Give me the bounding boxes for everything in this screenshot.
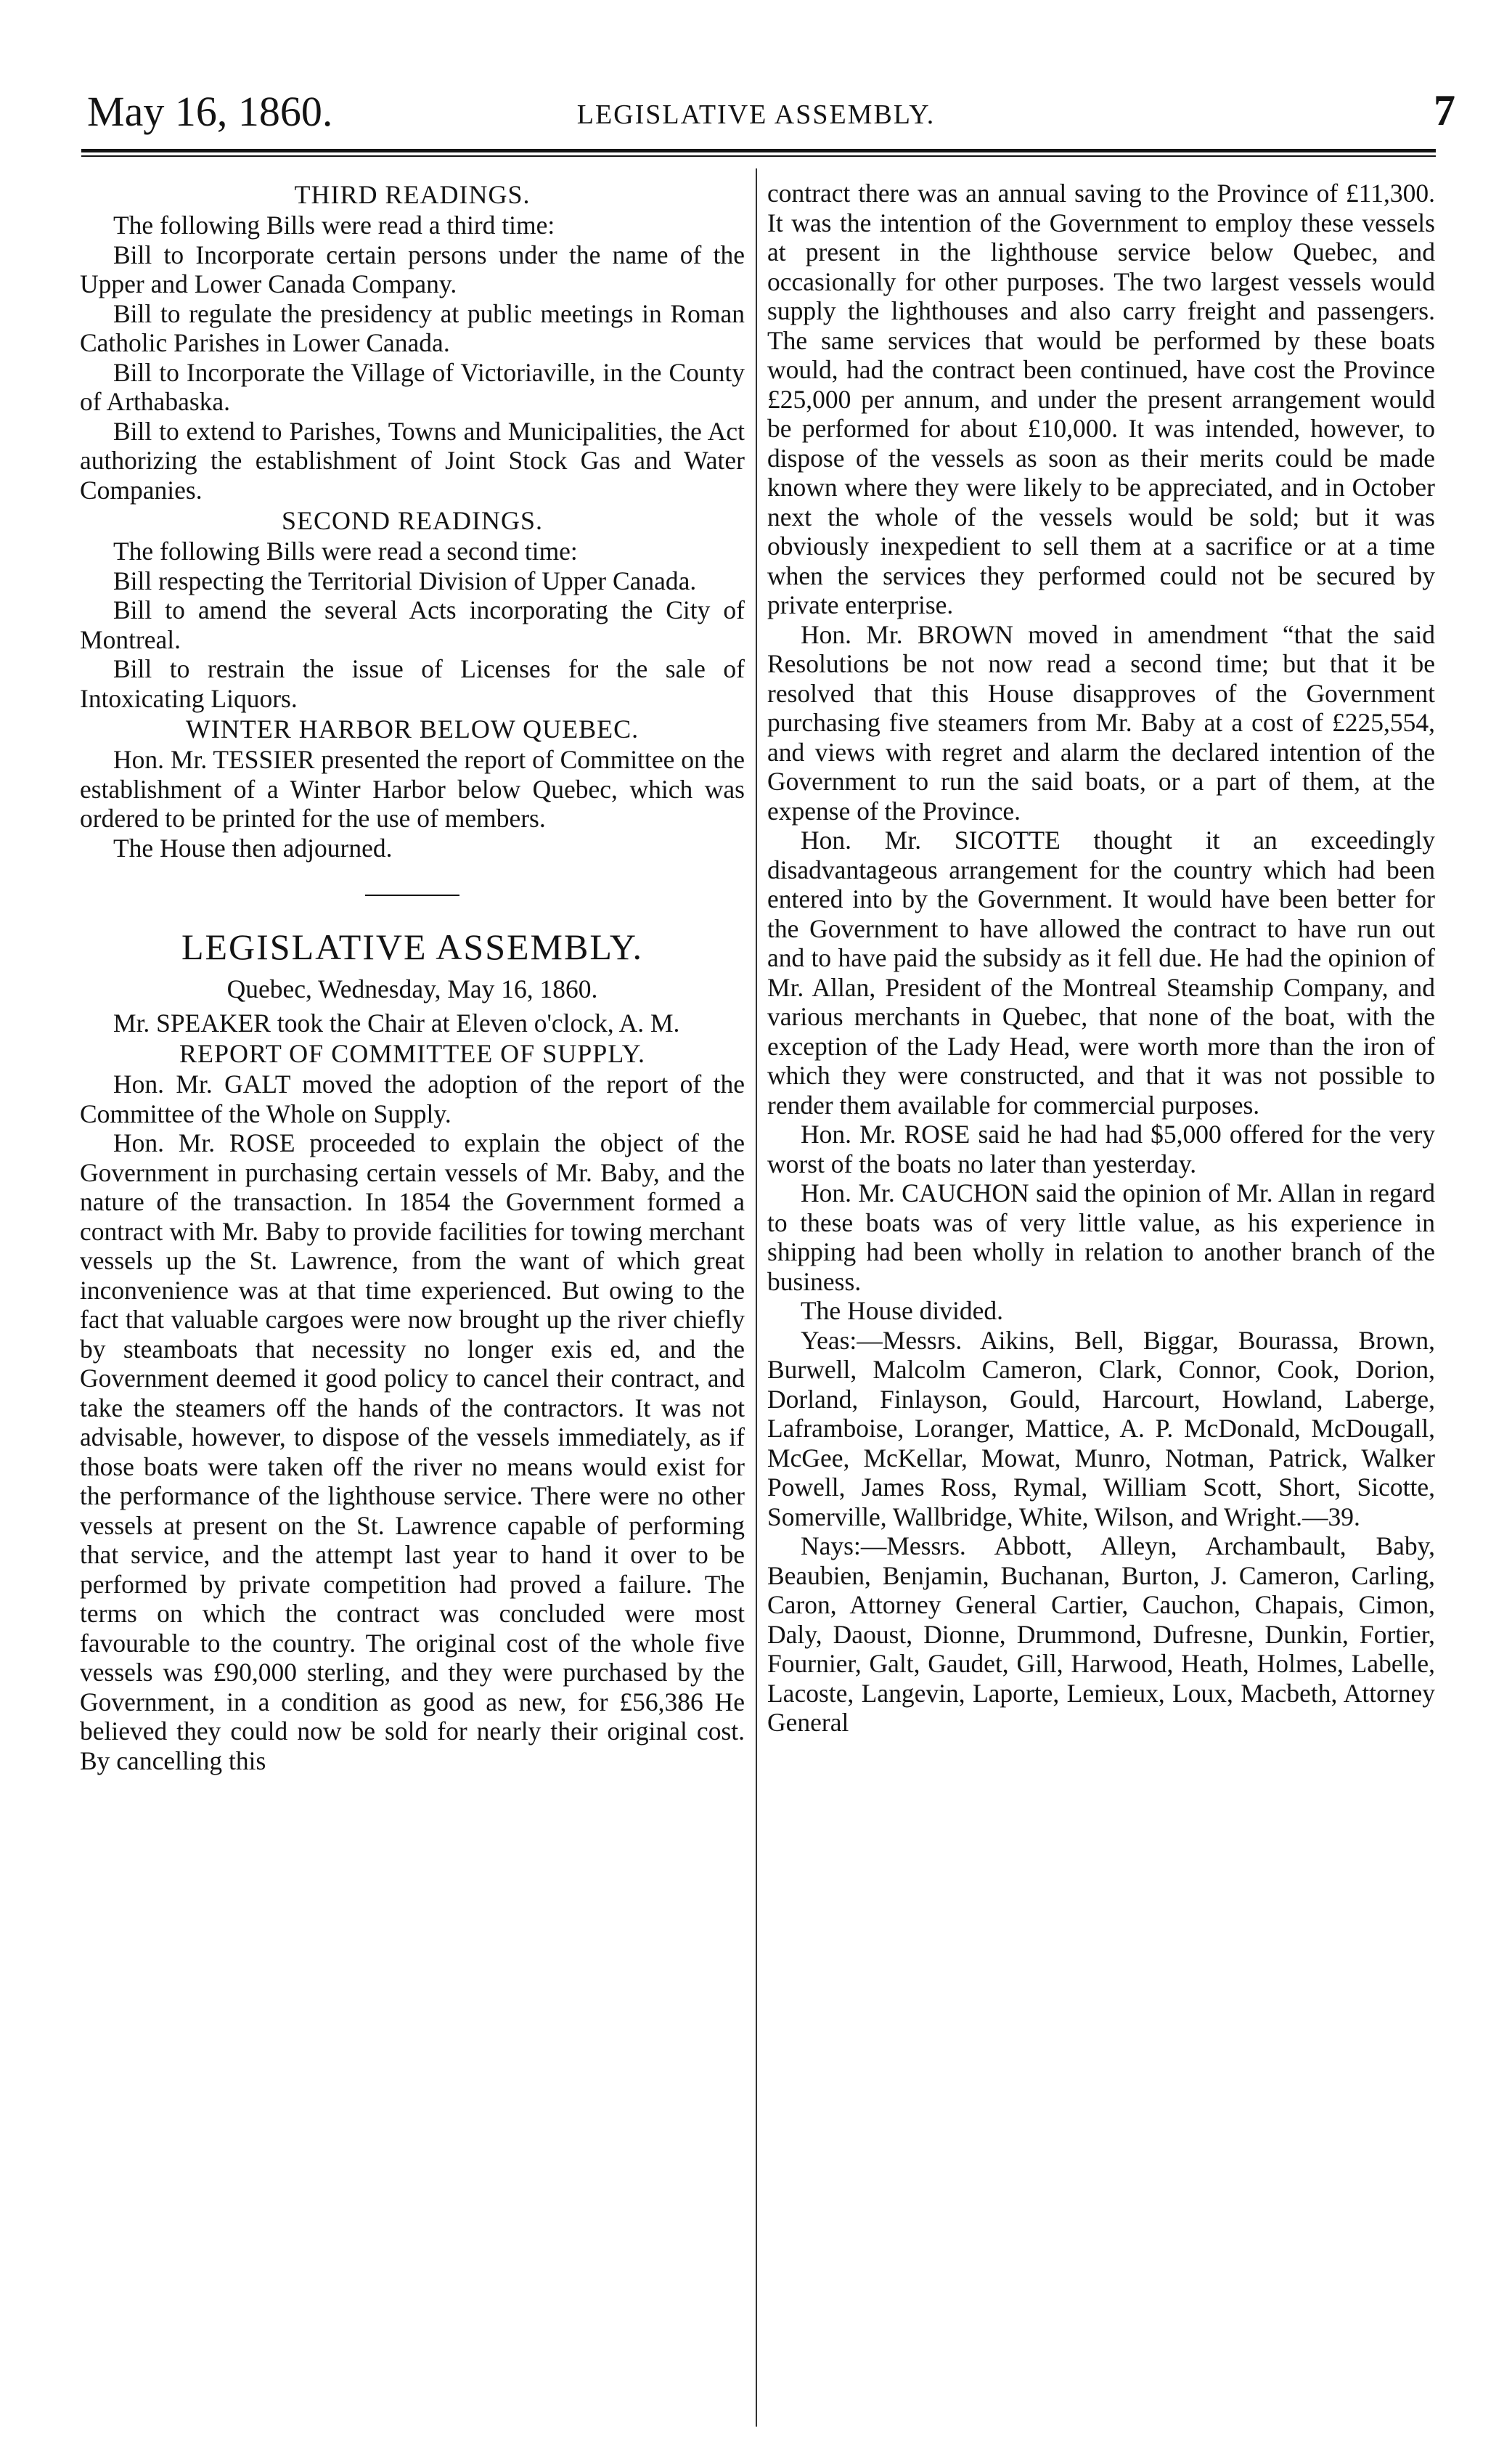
page-number: 7 — [1434, 86, 1455, 134]
assembly-heading: LEGISLATIVE ASSEMBLY. — [181, 926, 644, 967]
second-bill: Bill respecting the Territorial Division of Upper Canada. — [113, 566, 697, 595]
column-divider — [756, 168, 757, 2427]
winter-harbor-heading: WINTER HARBOR BELOW QUEBEC. — [185, 714, 639, 744]
second-bill: Bill to amend the several Acts incorporating the City of Montreal. — [80, 595, 745, 654]
nays-list: Nays:—Messrs. Abbott, Alleyn, Archambault, Baby, Beaubien, Benjamin, Buchanan, Burton, J. Cameron, Carling, Caron, Attorney General Cartier, Cauchon, Chapais, Cimon, Daly, Daoust, Dionne, Drummond, Dufresne, Dunkin, Fortier, Fournier, Galt, Gaudet, Gill, Harwood, Heath, Holmes, Labelle, Lacoste, Langevin, Laporte, Lemieux, Loux, Macbeth, Attorney General — [767, 1531, 1435, 1737]
left-column — [80, 179, 745, 1775]
winter-harbor-text: Hon. Mr. TESSIER presented the report of Committee on the establishment of a Winter Harbor below Quebec, which was ordered to be printed for the use of members. — [80, 745, 745, 833]
supply-heading: REPORT OF COMMITTEE OF SUPPLY. — [179, 1039, 646, 1068]
house-divided: The House divided. — [801, 1296, 1004, 1325]
rose-speech: Hon. Mr. ROSE proceeded to explain the object of the Government in purchasing certain vessels of Mr. Baby, and the nature of the transaction. In 1854 the Government formed a contract with Mr. Baby to provide facilities for towing merchant vessels up the St. Lawrence, from the want of which great inconvenience was at that time experienced. But owing to the fact that valuable cargoes were now brought up the river chiefly by steamboats that necessity no longer exis ed, and the Government deemed it good policy to cancel their contract, and take the steamers off the hands of the contractors. It was not advisable, however, to dispose of the vessels immediately, as if those boats were taken off the river no means would exist for the performance of the lighthouse service. There were no other vessels at present on the St. Lawrence capable of performing that service, and the attempt last year to hand it over to be performed by private competition had proved a failure. The terms on which the contract was concluded were most favourable to the country. The original cost of the whole five vessels was £90,000 sterling, and they were purchased by the Government, in a condition as good as new, for £56,386 He believed they could now be sold for nearly their original cost. By cancelling this — [80, 1128, 745, 1775]
adjourned-text: The House then adjourned. — [113, 833, 393, 863]
second-bill: Bill to restrain the issue of Licenses for the sale of Intoxicating Liquors. — [80, 654, 745, 713]
cauchon-speech: Hon. Mr. CAUCHON said the opinion of Mr. Allan in regard to these boats was of very little value, as his experience in shipping had been wholly in relation to another branch of the business. — [767, 1178, 1435, 1296]
sicotte-speech: Hon. Mr. SICOTTE thought it an exceedingly disadvantageous arrangement for the country which had been entered into by the Government. It would have been better for the Government to have allowed the contract to have run out and to have paid the subsidy as it fell due. He had the opinion of Mr. Allan, President of the Montreal Steamship Company, and various merchants in Quebec, that none of the boat, with the exception of the Lady Head, were worth more than the iron of which they were constructed, and that it was not possible to render them available for commercial purposes. — [767, 826, 1435, 1120]
header-rule-thin — [81, 155, 1436, 157]
header-title: LEGISLATIVE ASSEMBLY. — [576, 99, 936, 130]
yeas-list: Yeas:—Messrs. Aikins, Bell, Biggar, Bourassa, Brown, Burwell, Malcolm Cameron, Clark, Connor, Cook, Dorion, Dorland, Finlayson, Gould, Harcourt, Howland, Laberge, Laframboise, Loranger, Mattice, A. P. McDonald, McDougall, McGee, McKellar, Mowat, Munro, Notman, Patrick, Walker Powell, James Ross, Rymal, William Scott, Short, Sicotte, Somerville, Wallbridge, White, Wilson, and Wright.—39. — [767, 1325, 1435, 1531]
third-bill: Bill to Incorporate the Village of Victoriaville, in the County of Arthabaska. — [80, 357, 745, 416]
brown-amendment: Hon. Mr. BROWN moved in amendment “that the said Resolutions be not now read a second time; but that it be resolved that this House disapproves of the Government purchasing five steamers from Mr. Baby at a cost of £225,554, and views with regret and alarm the declared intention of the Government to run the said boats, or a part of them, at the expense of the Province. — [767, 619, 1435, 826]
third-bill: Bill to regulate the presidency at public meetings in Roman Catholic Parishes in Lower Canada. — [80, 298, 745, 357]
page-header — [0, 0, 1512, 160]
header-date: May 16, 1860. — [87, 88, 333, 135]
third-readings-heading: THIRD READINGS. — [294, 180, 531, 209]
galt-motion: Hon. Mr. GALT moved the adoption of the report of the Committee of the Whole on Supply. — [80, 1070, 745, 1128]
rose-reply: Hon. Mr. ROSE said he had had $5,000 offered for the very worst of the boats no later than yesterday. — [767, 1120, 1435, 1178]
second-readings-intro: The following Bills were read a second time: — [113, 537, 578, 566]
third-readings-intro: The following Bills were read a third time: — [113, 211, 555, 240]
rose-speech-continued: contract there was an annual saving to the Province of £11,300. It was the intention of the Government to employ these vessels at present in the lighthouse service below Quebec, and occasionally for other purposes. The two largest vessels would supply the lighthouses and also carry freight and passengers. The same services that would be performed by these boats would, had the contract been continued, have cost the Province £25,000 per annum, and under the present arrangement would be performed for about £10,000. It was intended, however, to dispose of the vessels as soon as their merits could be made known where they were likely to be appreciated, and in October next the whole of the vessels would be sold; but it was obviously inexpedient to sell them at a sacrifice or at a time when the services they performed could not be secured by private enterprise. — [767, 179, 1435, 619]
right-column — [767, 179, 1435, 1738]
third-bill: Bill to extend to Parishes, Towns and Municipalities, the Act authorizing the establishment of Joint Stock Gas and Water Companies. — [80, 416, 745, 505]
section-separator — [365, 895, 459, 896]
speaker-text: Mr. SPEAKER took the Chair at Eleven o'clock, A. M. — [113, 1008, 680, 1038]
dateline: Quebec, Wednesday, May 16, 1860. — [226, 974, 598, 1003]
second-readings-heading: SECOND READINGS. — [281, 506, 544, 535]
header-rule-thick — [81, 149, 1436, 152]
third-bill: Bill to Incorporate certain persons under the name of the Upper and Lower Canada Company. — [80, 240, 745, 298]
